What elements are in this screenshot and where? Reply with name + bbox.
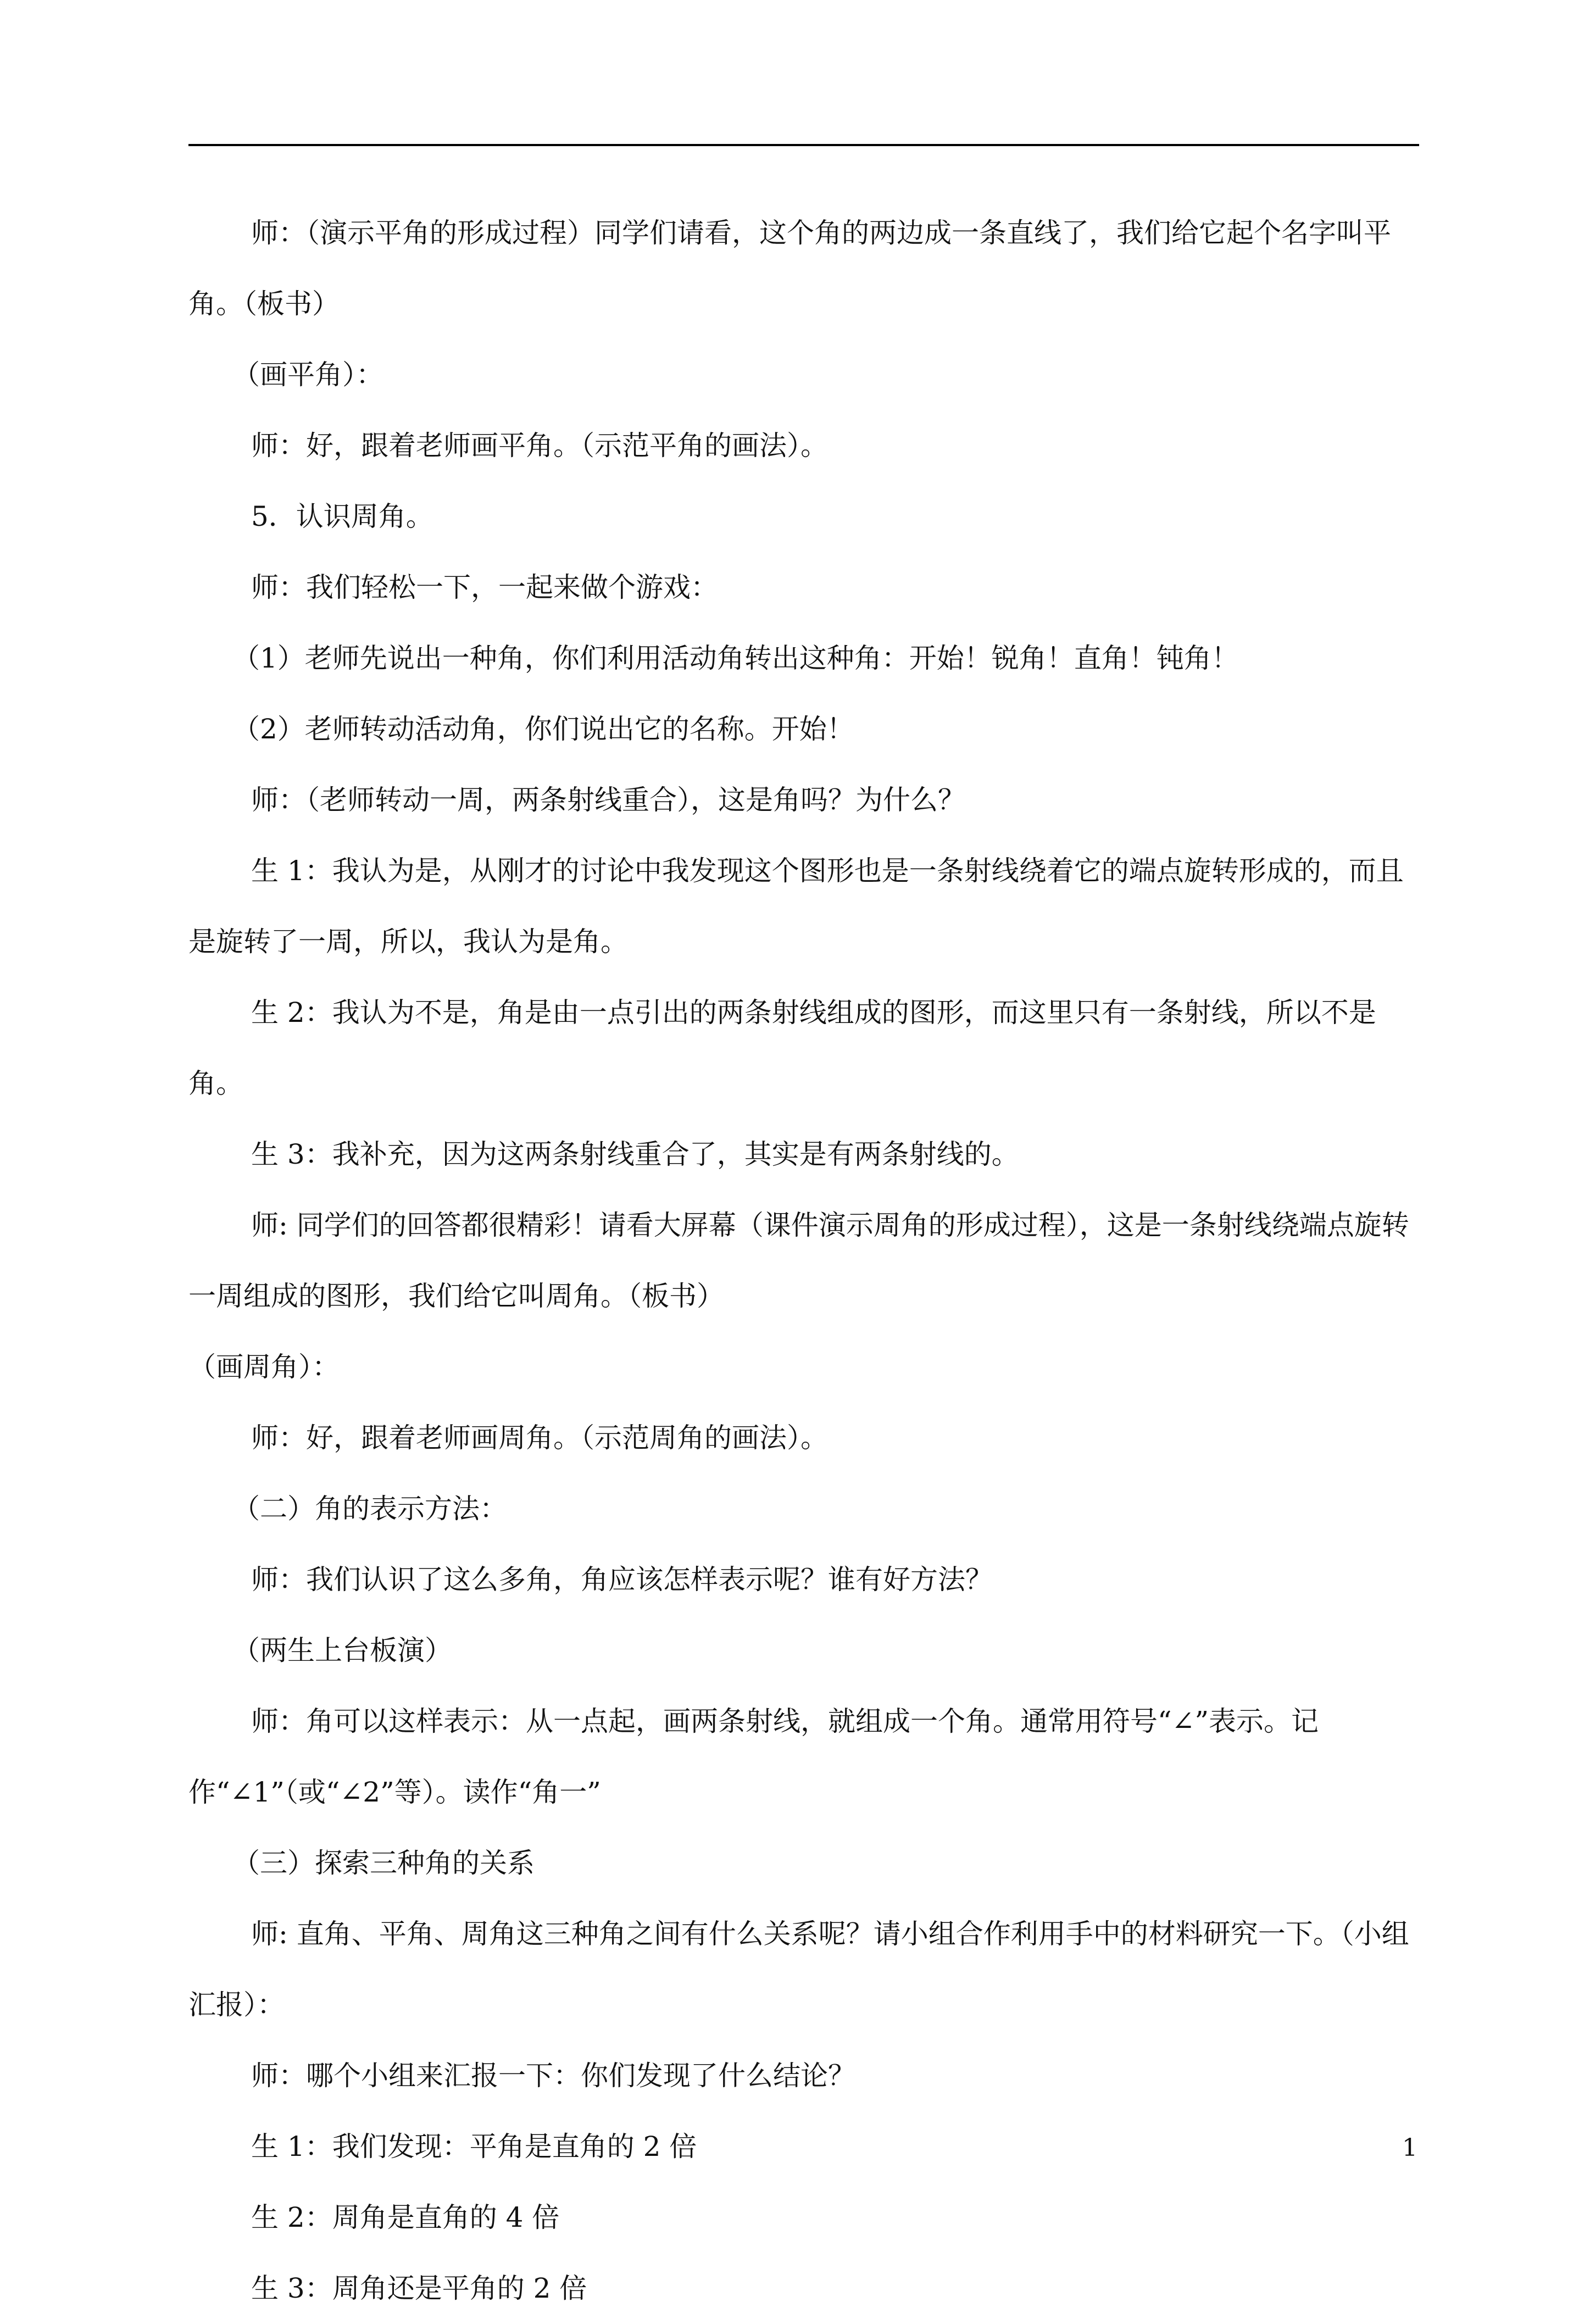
paragraph: 生 2：我认为不是，角是由一点引出的两条射线组成的图形，而这里只有一条射线，所以不是角。: [188, 997, 1376, 1099]
paragraph: 师：（老师转动一周，两条射线重合），这是角吗？为什么？: [251, 784, 965, 816]
section-heading: （二）角的表示方法：: [232, 1493, 507, 1525]
section-heading: （三）探索三种角的关系: [232, 1847, 535, 1879]
paragraph: 师：角可以这样表示：从一点起，画两条射线，就组成一个角。通常用符号“∠”表示。记作“∠1”（或“∠2”等）。读作“角一”: [188, 1705, 1319, 1808]
document-body: [188, 198, 1419, 2324]
paragraph: （画平角）：: [232, 359, 383, 391]
paragraph: 师：好，跟着老师画周角。（示范周角的画法）。: [251, 1422, 828, 1454]
paragraph: 师：我们轻松一下，一起来做个游戏：: [251, 571, 718, 603]
list-item: （1）老师先说出一种角，你们利用活动角转出这种角：开始！锐角！直角！钝角！: [232, 642, 1239, 674]
header-rule: [188, 144, 1419, 146]
paragraph: 师: 直角、平角、周角这三种角之间有什么关系呢？请小组合作利用手中的材料研究一下。（小组汇报）：: [188, 1918, 1409, 2021]
section-heading: 5．认识周角。: [251, 501, 433, 532]
paragraph: 生 3：周角还是平角的 2 倍: [251, 2272, 587, 2304]
paragraph: 师：好，跟着老师画平角。（示范平角的画法）。: [251, 430, 828, 462]
list-item: （2）老师转动活动角，你们说出它的名称。开始！: [232, 713, 854, 745]
paragraph: 生 1：我们发现：平角是直角的 2 倍: [251, 2131, 697, 2162]
page-number: 1: [1402, 2134, 1417, 2162]
paragraph: 师：（演示平角的形成过程）同学们请看，这个角的两边成一条直线了，我们给它起个名字叫平角。（板书）: [188, 217, 1391, 320]
paragraph: 师：哪个小组来汇报一下：你们发现了什么结论？: [251, 2060, 855, 2092]
paragraph: （画周角）：: [188, 1351, 340, 1383]
paragraph: 生 1：我认为是，从刚才的讨论中我发现这个图形也是一条射线绕着它的端点旋转形成的，而且是旋转了一周，所以，我认为是角。: [188, 855, 1404, 958]
paragraph: 生 3：我补充，因为这两条射线重合了，其实是有两条射线的。: [251, 1138, 1019, 1170]
paragraph: 师：我们认识了这么多角，角应该怎样表示呢？谁有好方法？: [251, 1564, 993, 1595]
paragraph: 师: 同学们的回答都很精彩！请看大屏幕（课件演示周角的形成过程），这是一条射线绕端点旋转一周组成的图形，我们给它叫周角。（板书）: [188, 1209, 1409, 1312]
paragraph: （两生上台板演）: [232, 1634, 452, 1666]
paragraph: 生 2：周角是直角的 4 倍: [251, 2201, 560, 2233]
